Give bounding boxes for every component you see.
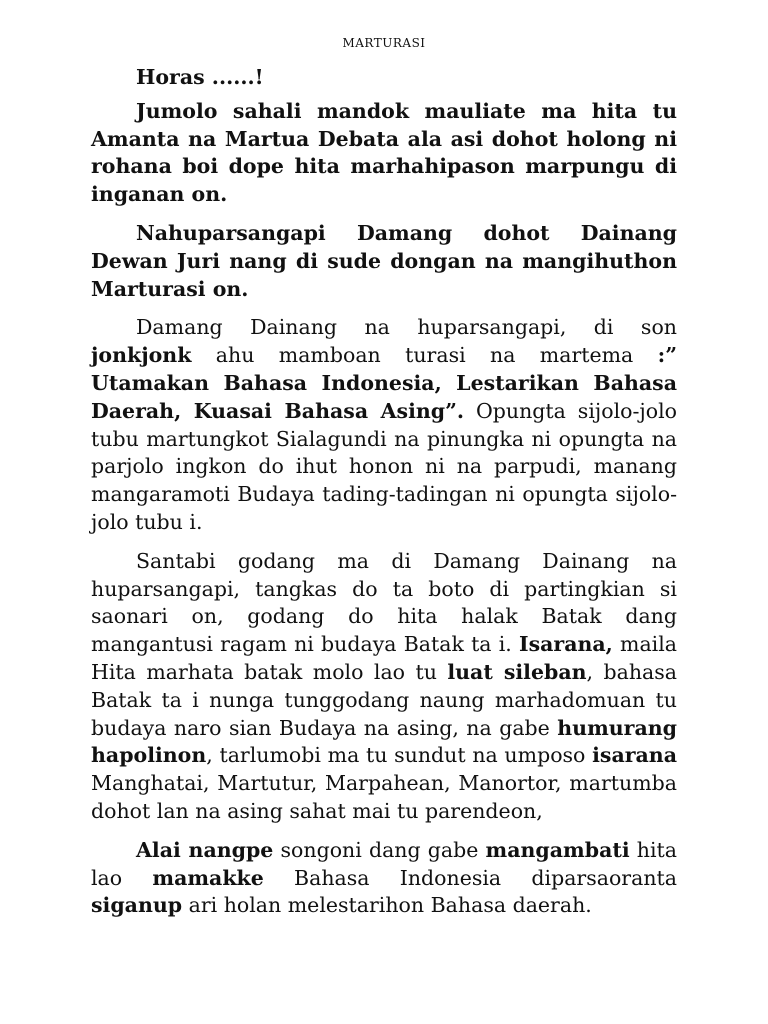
culture-text-5: Manghatai, Martutur, Marpahean, Manortor, martumba dohot lan na asing sahat mai tu parendeon, xyxy=(91,771,677,823)
closing-bold-4: siganup xyxy=(91,893,183,918)
theme-text-3: Opungta sijolo-jolo tubu martungkot Sialagundi na pinungka ni opungta na parjolo ingkon do ihut honon ni na parpudi, manang mangaramoti Budaya tading-tadingan ni opungta sijolo-jolo tubu i. xyxy=(91,398,678,534)
culture-paragraph xyxy=(91,548,677,826)
theme-text-1: Damang Dainang na huparsangapi, di son xyxy=(136,315,677,340)
closing-text-3: Bahasa Indonesia diparsaoranta xyxy=(263,865,677,890)
culture-text-4: , tarlumobi ma tu sundut na umposo xyxy=(206,743,593,768)
closing-paragraph xyxy=(91,837,677,920)
culture-text-1: Santabi godang ma di Damang Dainang na huparsangapi, tangkas do ta boto di partingkian si saonari on, godang do hita halak Batak dang mangantusi ragam ni budaya Batak ta i. xyxy=(91,548,677,657)
closing-bold-3: mamakke xyxy=(152,865,264,890)
culture-bold-1: Isarana, xyxy=(518,632,613,657)
theme-bold-2: :” Utamakan Bahasa Indonesia, Lestarikan Bahasa Daerah, Kuasai Bahasa Asing”. xyxy=(91,343,677,423)
greeting-paragraph: Horas ......! xyxy=(136,65,264,89)
salutation-paragraph: Nahuparsangapi Damang dohot Dainang Dewan Juri nang di sude dongan na mangihuthon Marturasi on. xyxy=(91,220,677,301)
document-page xyxy=(91,34,677,931)
closing-bold-1: Alai nangpe xyxy=(136,837,274,862)
culture-bold-2: luat sileban xyxy=(447,659,587,684)
opening-paragraph: Jumolo sahali mandok mauliate ma hita tu Amanta na Martua Debata ala asi dohot holong ni rohana boi dope hita marhahipason marpungu di inganan on. xyxy=(91,98,677,207)
theme-bold-1: jonkjonk xyxy=(91,343,192,368)
closing-bold-2: mangambati xyxy=(485,837,630,862)
theme-text-2: ahu mamboan turasi na martema xyxy=(191,343,658,368)
theme-paragraph xyxy=(91,314,677,536)
document-title: MARTURASI xyxy=(342,36,426,50)
culture-text-2: maila Hita marhata batak molo lao tu xyxy=(91,632,677,684)
culture-bold-3: humurang hapolinon xyxy=(91,715,677,768)
closing-text-4: ari holan melestarihon Bahasa daerah. xyxy=(182,893,592,918)
culture-bold-4: isarana xyxy=(592,743,677,768)
culture-text-3: , bahasa Batak ta i nunga tunggodang naung marhadomuan tu budaya naro sian Budaya na asing, na gabe xyxy=(91,659,677,740)
closing-text-1: songoni dang gabe xyxy=(273,837,486,862)
closing-text-2: hita lao xyxy=(91,837,677,890)
